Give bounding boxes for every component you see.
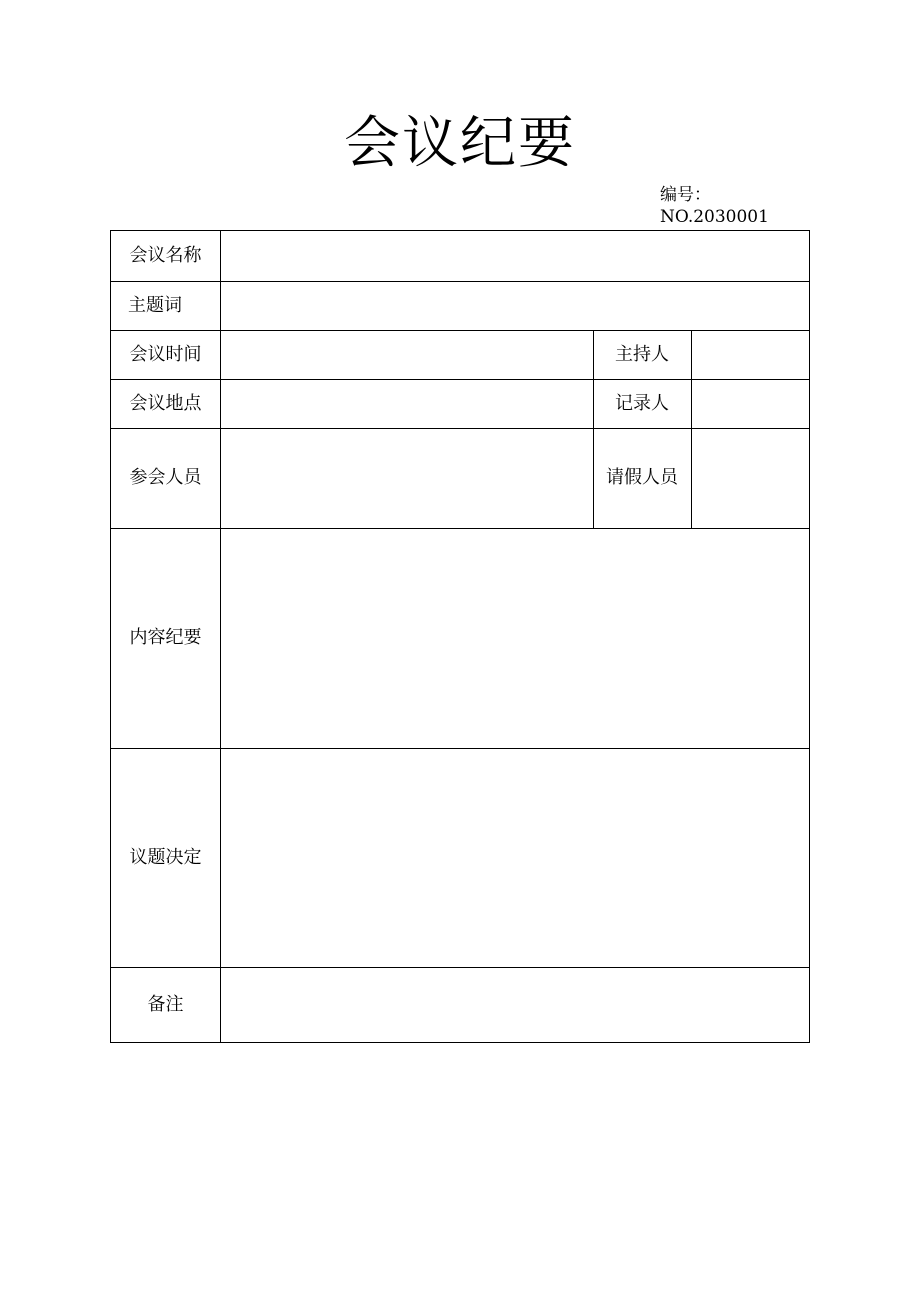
label-absentees: 请假人员 (606, 467, 678, 488)
label-host: 主持人 (615, 343, 669, 365)
attendees-field[interactable] (221, 429, 593, 528)
minutes-form-table (110, 230, 810, 1043)
content-summary-field[interactable] (221, 529, 809, 748)
label-remarks: 备注 (147, 993, 184, 1015)
host-field[interactable] (692, 331, 809, 379)
document-number (660, 184, 769, 228)
document-title: 会议纪要 (344, 111, 576, 176)
remarks-field[interactable] (221, 968, 809, 1042)
recorder-field[interactable] (692, 380, 809, 428)
number-value: NO.2030001 (660, 207, 769, 227)
label-resolutions: 议题决定 (129, 846, 202, 868)
label-meeting-name: 会议名称 (129, 245, 202, 266)
topic-words-field[interactable] (221, 282, 809, 330)
resolutions-field[interactable] (221, 749, 809, 967)
label-topic-words: 主题词 (128, 294, 182, 316)
label-meeting-time: 会议时间 (129, 343, 202, 365)
label-attendees: 参会人员 (129, 467, 202, 488)
label-meeting-place: 会议地点 (129, 392, 202, 414)
label-content-summary: 内容纪要 (129, 627, 202, 648)
meeting-name-field[interactable] (221, 231, 809, 281)
number-label: 编号： (660, 185, 711, 205)
absentees-field[interactable] (692, 429, 809, 528)
meeting-place-field[interactable] (221, 380, 593, 428)
label-recorder: 记录人 (615, 392, 669, 414)
meeting-time-field[interactable] (221, 331, 593, 379)
